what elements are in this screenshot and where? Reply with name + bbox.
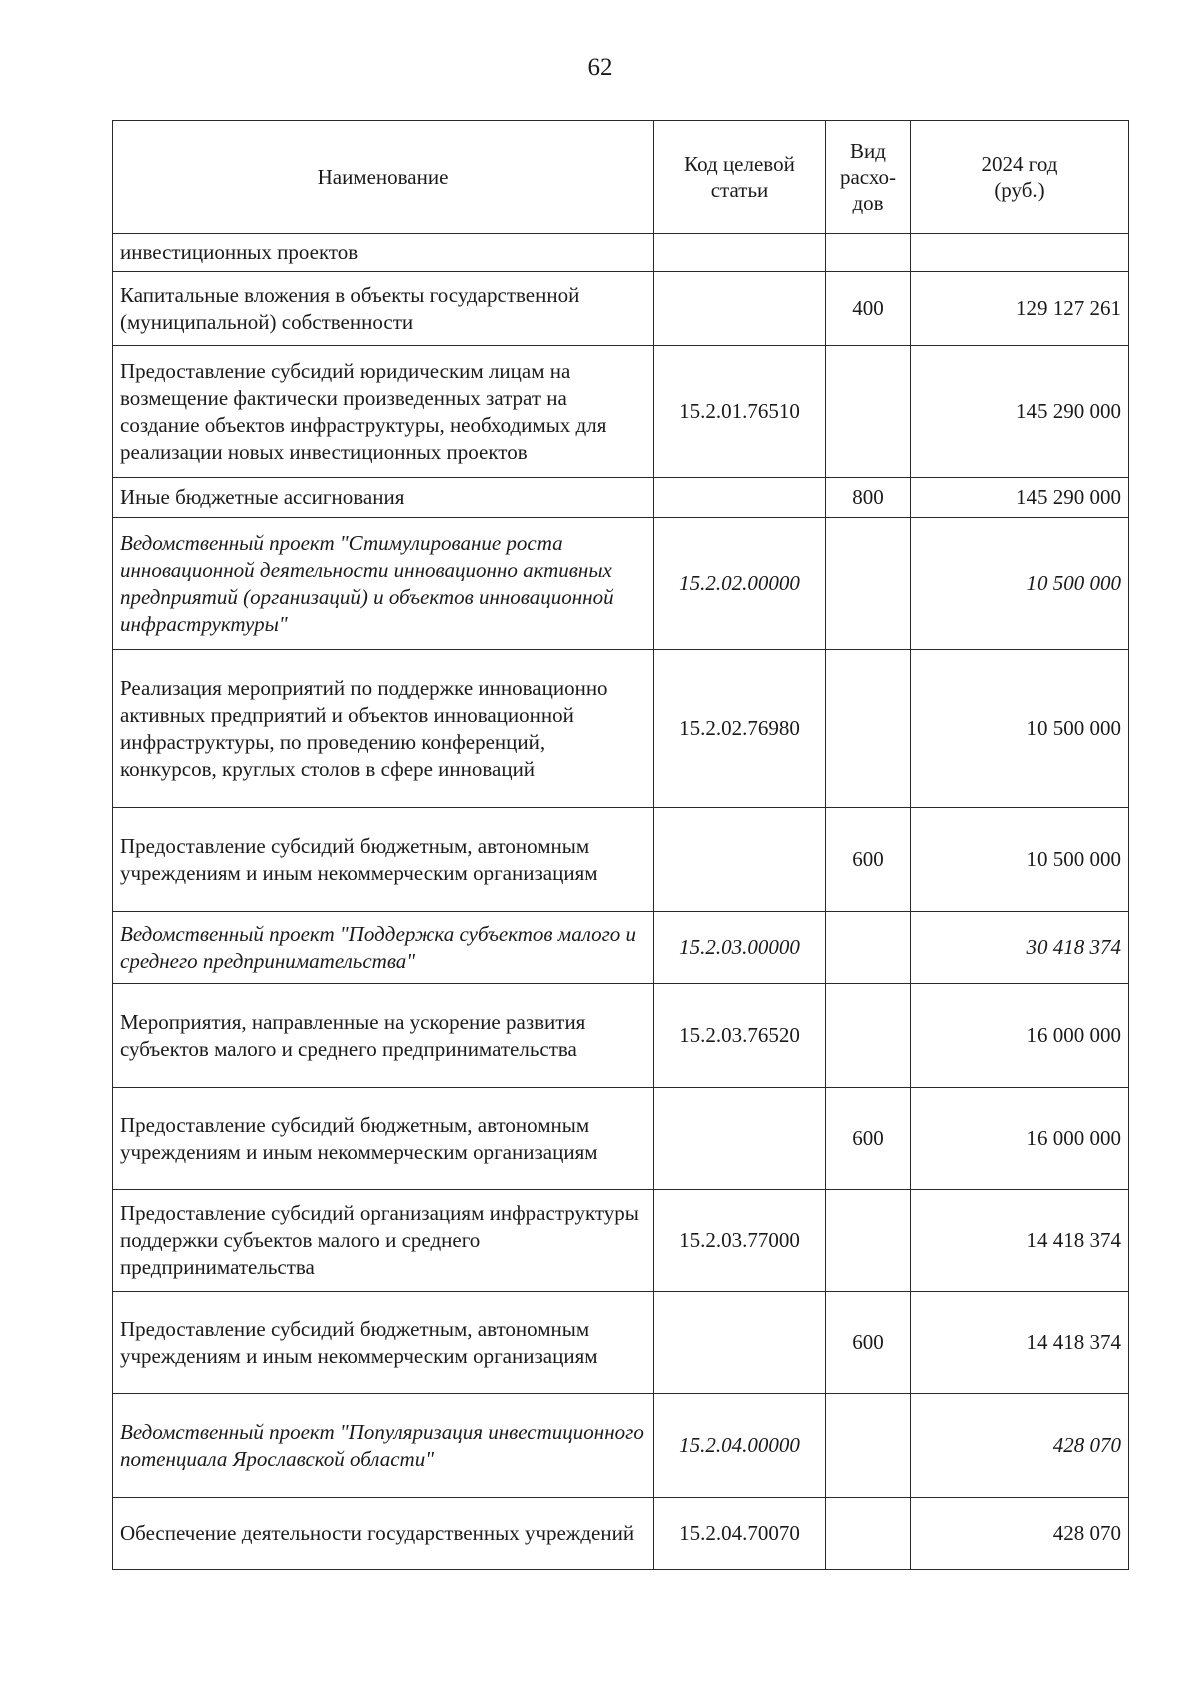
row-code: 15.2.01.76510	[654, 346, 826, 478]
row-amount: 428 070	[911, 1394, 1129, 1498]
row-name: Ведомственный проект "Стимулирование роста инновационной деятельности инновационно активных предприятий (организаций) и объектов инновационной инфраструктуры"	[113, 518, 654, 650]
row-kind	[826, 1190, 911, 1292]
row-kind: 600	[826, 1088, 911, 1190]
row-code: 15.2.03.77000	[654, 1190, 826, 1292]
row-kind	[826, 1498, 911, 1570]
table-header-row	[113, 121, 1129, 234]
row-kind: 400	[826, 272, 911, 346]
row-amount: 428 070	[911, 1498, 1129, 1570]
table-row	[113, 272, 1129, 346]
table-row	[113, 346, 1129, 478]
row-amount: 16 000 000	[911, 984, 1129, 1088]
row-code	[654, 1088, 826, 1190]
row-kind	[826, 518, 911, 650]
row-amount: 30 418 374	[911, 912, 1129, 984]
row-kind: 600	[826, 1292, 911, 1394]
row-name: Предоставление субсидий бюджетным, автономным учреждениям и иным некоммерческим организациям	[113, 1292, 654, 1394]
row-code: 15.2.03.76520	[654, 984, 826, 1088]
row-kind	[826, 650, 911, 808]
row-amount: 145 290 000	[911, 346, 1129, 478]
row-code	[654, 808, 826, 912]
table-row	[113, 650, 1129, 808]
row-code	[654, 1292, 826, 1394]
row-name: Ведомственный проект "Популяризация инвестиционного потенциала Ярославской области"	[113, 1394, 654, 1498]
row-name: Предоставление субсидий организациям инфраструктуры поддержки субъектов малого и среднего предпринимательства	[113, 1190, 654, 1292]
row-amount: 10 500 000	[911, 650, 1129, 808]
row-code	[654, 234, 826, 272]
row-kind	[826, 912, 911, 984]
table-row	[113, 912, 1129, 984]
header-code: Код целевой статьи	[654, 121, 826, 234]
table-row	[113, 808, 1129, 912]
table-row	[113, 984, 1129, 1088]
table-row	[113, 234, 1129, 272]
header-kind: Вид расхо- дов	[826, 121, 911, 234]
row-name: Предоставление субсидий юридическим лицам на возмещение фактически произведенных затрат на создание объектов инфраструктуры, необходимых для реализации новых инвестиционных проектов	[113, 346, 654, 478]
row-code: 15.2.03.00000	[654, 912, 826, 984]
row-name: Иные бюджетные ассигнования	[113, 478, 654, 518]
table-row	[113, 1394, 1129, 1498]
row-code: 15.2.02.76980	[654, 650, 826, 808]
row-code: 15.2.04.00000	[654, 1394, 826, 1498]
row-kind: 600	[826, 808, 911, 912]
table-row	[113, 1498, 1129, 1570]
row-code: 15.2.04.70070	[654, 1498, 826, 1570]
row-kind	[826, 984, 911, 1088]
page-number: 62	[587, 54, 613, 81]
row-kind: 800	[826, 478, 911, 518]
row-amount: 14 418 374	[911, 1190, 1129, 1292]
row-amount: 145 290 000	[911, 478, 1129, 518]
row-amount	[911, 234, 1129, 272]
row-amount: 10 500 000	[911, 808, 1129, 912]
row-name: Ведомственный проект "Поддержка субъектов малого и среднего предпринимательства"	[113, 912, 654, 984]
row-amount: 129 127 261	[911, 272, 1129, 346]
row-amount: 16 000 000	[911, 1088, 1129, 1190]
row-name: Предоставление субсидий бюджетным, автономным учреждениям и иным некоммерческим организациям	[113, 808, 654, 912]
row-kind	[826, 234, 911, 272]
table-row	[113, 478, 1129, 518]
table-row	[113, 1190, 1129, 1292]
row-name: Реализация мероприятий по поддержке инновационно активных предприятий и объектов инновационной инфраструктуры, по проведению конференций, конкурсов, круглых столов в сфере инноваций	[113, 650, 654, 808]
table-row	[113, 518, 1129, 650]
row-name: Предоставление субсидий бюджетным, автономным учреждениям и иным некоммерческим организациям	[113, 1088, 654, 1190]
row-code	[654, 272, 826, 346]
row-name: Обеспечение деятельности государственных учреждений	[113, 1498, 654, 1570]
budget-table	[112, 120, 1129, 1570]
row-kind	[826, 1394, 911, 1498]
table-row	[113, 1292, 1129, 1394]
header-name: Наименование	[113, 121, 654, 234]
table-row	[113, 1088, 1129, 1190]
row-code: 15.2.02.00000	[654, 518, 826, 650]
row-code	[654, 478, 826, 518]
row-kind	[826, 346, 911, 478]
row-name: инвестиционных проектов	[113, 234, 654, 272]
row-amount: 10 500 000	[911, 518, 1129, 650]
header-amount: 2024 год (руб.)	[911, 121, 1129, 234]
row-name: Мероприятия, направленные на ускорение развития субъектов малого и среднего предпринимательства	[113, 984, 654, 1088]
row-amount: 14 418 374	[911, 1292, 1129, 1394]
row-name: Капитальные вложения в объекты государственной (муниципальной) собственности	[113, 272, 654, 346]
